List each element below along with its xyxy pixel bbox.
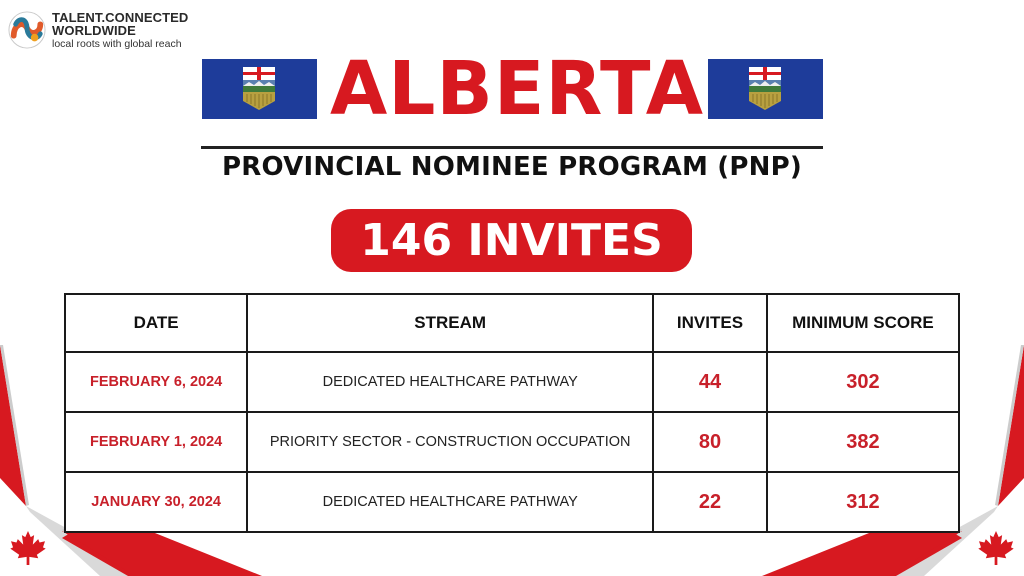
draw-min-score: 302 [767,352,959,412]
column-header-stream: STREAM [247,294,653,352]
draws-table [64,293,960,533]
draw-date: FEBRUARY 1, 2024 [65,412,247,472]
brand-name-line1: TALENT.CONNECTED [52,10,189,25]
title-divider [201,146,823,149]
maple-leaf-icon [978,531,1013,565]
draw-date: FEBRUARY 6, 2024 [65,352,247,412]
alberta-flag-icon [748,67,782,111]
page-subtitle: PROVINCIAL NOMINEE PROGRAM (PNP) [222,152,802,182]
total-invites-badge: 146 INVITES [331,209,692,272]
draw-invites: 80 [653,412,767,472]
draw-stream: PRIORITY SECTOR - CONSTRUCTION OCCUPATION [247,412,653,472]
alberta-flag-left [202,59,317,119]
table-row [65,412,959,472]
draw-invites: 22 [653,472,767,532]
brand-logo [8,11,188,50]
draw-date: JANUARY 30, 2024 [65,472,247,532]
draw-min-score: 382 [767,412,959,472]
table-row [65,472,959,532]
draw-invites: 44 [653,352,767,412]
draw-stream: DEDICATED HEALTHCARE PATHWAY [247,472,653,532]
alberta-flag-icon [242,67,276,111]
draw-stream: DEDICATED HEALTHCARE PATHWAY [247,352,653,412]
column-header-date: DATE [65,294,247,352]
infinity-swirl-logo-icon [8,11,46,49]
table-row [65,352,959,412]
alberta-flag-right [708,59,823,119]
brand-name-line2: WORLDWIDE [52,23,136,38]
draw-min-score: 312 [767,472,959,532]
page-title: ALBERTA [330,46,705,132]
table-header-row [65,294,959,352]
column-header-minimum-score: MINIMUM SCORE [767,294,959,352]
column-header-invites: INVITES [653,294,767,352]
brand-tagline: local roots with global reach [52,38,182,50]
